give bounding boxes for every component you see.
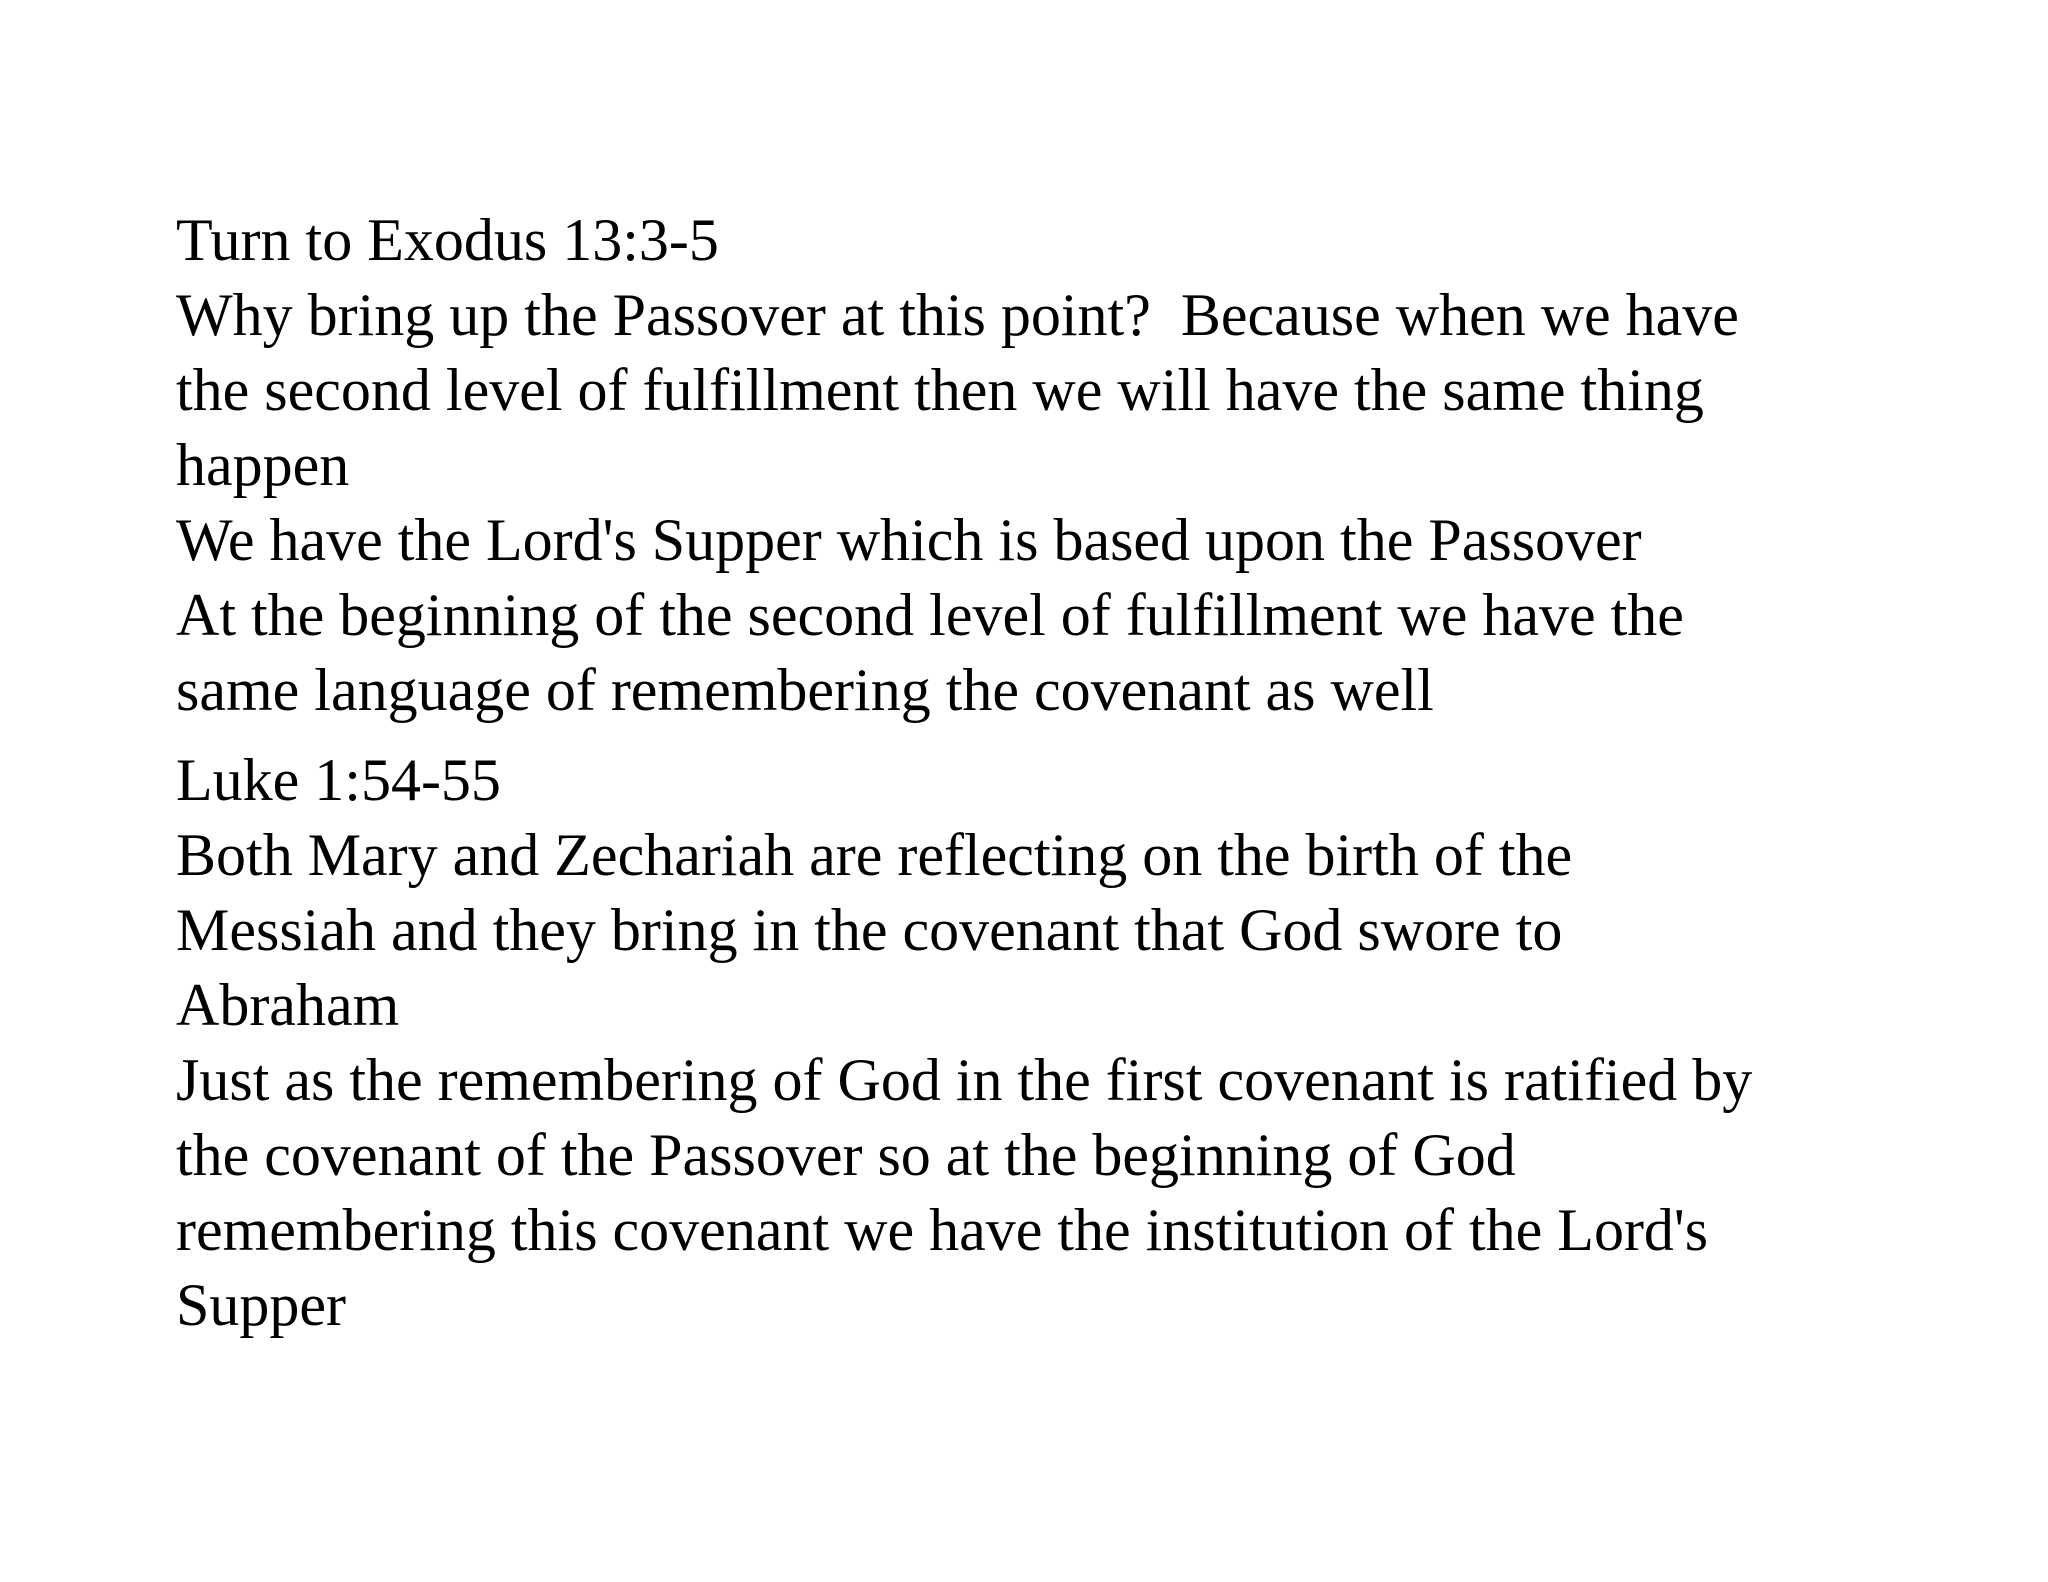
text-line: We have the Lord's Supper which is based upon the Passover	[176, 507, 1642, 573]
text-line: the covenant of the Passover so at the beginning of God	[176, 1122, 1516, 1188]
text-line: Just as the remembering of God in the first covenant is ratified by	[176, 1047, 1753, 1113]
text-line: Abraham	[176, 972, 400, 1038]
luke-section	[176, 743, 1856, 1343]
text-line: Both Mary and Zechariah are reflecting on the birth of the	[176, 822, 1573, 888]
text-line: Supper	[176, 1272, 346, 1338]
text-line: the second level of fulfillment then we will have the same thing	[176, 357, 1704, 423]
exodus-section	[176, 203, 1856, 728]
text-line: Why bring up the Passover at this point? Because when we have	[176, 282, 1739, 348]
text-line: remembering this covenant we have the institution of the Lord's	[176, 1197, 1709, 1263]
scripture-reference: Turn to Exodus 13:3-5	[176, 207, 719, 273]
scripture-reference: Luke 1:54-55	[176, 747, 501, 813]
text-line: At the beginning of the second level of fulfillment we have the	[176, 582, 1684, 648]
text-line: same language of remembering the covenant as well	[176, 657, 1434, 723]
document-body	[176, 203, 1856, 1343]
text-line: Messiah and they bring in the covenant that God swore to	[176, 897, 1563, 963]
text-line: happen	[176, 432, 350, 498]
